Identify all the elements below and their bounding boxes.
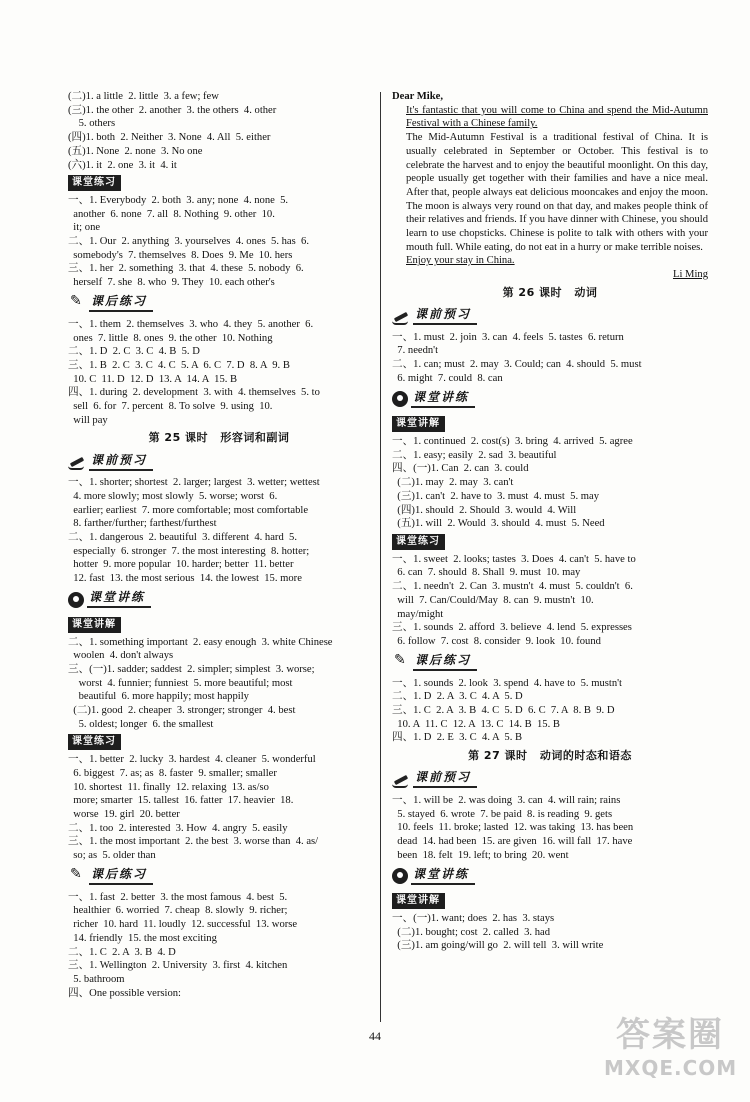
answer-line: (六)1. it 2. one 3. it 4. it [68, 159, 177, 171]
answer-line: 6. follow 7. cost 8. consider 9. look 10. found [392, 635, 601, 647]
label-classroom-lecture: 课堂讲解 [68, 617, 121, 633]
banner-after-class [392, 652, 708, 674]
banner-preview [392, 769, 708, 791]
banner-label: 课后练习 [89, 868, 153, 885]
answer-line: (五)1. None 2. none 3. No one [68, 145, 203, 157]
answer-line: 5. bathroom [68, 973, 125, 985]
label-classroom-practice: 课堂练习 [68, 175, 121, 191]
answer-line: 6. biggest 7. as; as 8. faster 9. smaller; smaller [68, 767, 277, 779]
section-number: 第 27 课时 [468, 749, 528, 763]
answer-line: (二)1. a little 2. little 3. a few; few [68, 91, 219, 102]
answer-line: 一、1. continued 2. cost(s) 3. bring 4. arrived 5. agree [392, 436, 633, 448]
letter-opening: It's fantastic that you will come to China and spend the Mid-Autumn Festival with a Chinese family. [406, 104, 708, 130]
answer-line: dead 14. had been 15. are given 16. will fall 17. have [392, 835, 633, 847]
watermark-logo [604, 1014, 736, 1094]
answer-line: 二、1. too 2. interested 3. How 4. angry 5. easily [68, 822, 288, 834]
answer-line: 7. needn't [392, 345, 439, 357]
answer-line: woolen 4. don't always [68, 650, 174, 662]
section-number: 第 26 课时 [502, 285, 563, 299]
banner-label: 课前预习 [413, 308, 477, 325]
after-class-answers [68, 891, 370, 1001]
answer-line: somebody's 7. themselves 8. Does 9. Me 10. hers [68, 249, 293, 261]
watermark-line2: MXQE.COM [604, 1056, 738, 1080]
lecture-answers [392, 435, 708, 531]
banner-label: 课堂讲练 [411, 868, 475, 885]
answer-line: (五)1. will 2. Would 3. should 4. must 5. Need [392, 518, 605, 530]
answer-line: 10. C 11. D 12. D 13. A 14. A 15. B [68, 373, 238, 385]
pencil-icon [392, 309, 410, 325]
answer-line: 一、1. better 2. lucky 3. hardest 4. cleaner 5. wonderful [68, 754, 316, 766]
bulb-icon [392, 868, 408, 884]
after-class-answers [392, 677, 708, 746]
answer-line: 二、1. easy; easily 2. sad 3. beautiful [392, 449, 557, 461]
banner-after-class [68, 293, 370, 315]
top-answers [68, 90, 370, 172]
answer-line: 12. fast 13. the most serious 14. the lowest 15. more [68, 573, 302, 585]
answer-line: 四、One possible version: [68, 987, 181, 999]
answer-line: 一、1. shorter; shortest 2. larger; largest 3. wetter; wettest [68, 477, 320, 489]
section-number: 第 25 课时 [148, 431, 209, 445]
preview-answers [392, 794, 708, 863]
classroom-practice-answers [68, 194, 370, 290]
pen-icon [68, 869, 86, 885]
answer-line: (四)1. both 2. Neither 3. None 4. All 5. either [68, 132, 271, 144]
answer-line: 一、(一)1. want; does 2. has 3. stays [392, 913, 555, 925]
answer-line: healthier 6. worried 7. cheap 8. slowly 9. richer; [68, 905, 288, 917]
section-name: 动词 [574, 285, 598, 299]
banner-lecture-practice [68, 589, 370, 611]
answer-line: 10. feels 11. broke; lasted 12. was taking 13. has been [392, 822, 634, 834]
left-column [68, 90, 370, 1000]
answer-line: (二)1. bought; cost 2. called 3. had [392, 926, 550, 938]
section-title-26 [392, 286, 708, 300]
answer-line: may/might [392, 608, 444, 620]
answer-line: (三)1. am going/will go 2. will tell 3. will write [392, 940, 604, 952]
answer-line: hotter 9. more popular 10. harder; better 11. better [68, 559, 294, 571]
classroom-practice-answers [392, 553, 708, 649]
banner-label: 课堂讲练 [411, 391, 475, 408]
banner-preview [68, 451, 370, 473]
answer-line: 四、1. during 2. development 3. with 4. themselves 5. to [68, 387, 320, 399]
answer-line: 一、1. them 2. themselves 3. who 4. they 5. another 6. [68, 318, 314, 330]
answer-line: 5. stayed 6. wrote 7. be paid 8. is reading 9. gets [392, 808, 613, 820]
lecture-answers [68, 636, 370, 732]
answer-line: ones 7. little 8. ones 9. the other 10. Nothing [68, 332, 273, 344]
answer-line: 10. shortest 11. finally 12. relaxing 13. as/so [68, 781, 269, 793]
label-classroom-practice: 课堂练习 [68, 734, 121, 750]
answer-line: will pay [68, 414, 108, 426]
answer-line: 二、1. dangerous 2. beautiful 3. different 4. hard 5. [68, 531, 297, 543]
letter-body: The Mid-Autumn Festival is a traditional festival of China. It is usually celebrated in September or October. This festival is to celebrate the harvest and to enjoy the beautiful moonlight. On this day, people usually get together with their families and have a nice meal. After that, people always eat delicious mooncakes and enjoy the moon. The moon is always very round on that day, and makes people think of their relatives and friends. If you have dinner with Chinese, you should learn to use chopsticks. Chinese is polite to talk with others with your mouth full. While eating, do not eat in a hurry or make terrible noises. [406, 132, 708, 253]
letter-greeting: Dear Mike, [392, 91, 443, 102]
banner-lecture-practice [392, 388, 708, 410]
answer-line: been 18. felt 19. left; to bring 20. went [392, 849, 569, 861]
label-classroom-practice: 课堂练习 [392, 534, 445, 550]
answer-line: so; as 5. older than [68, 850, 156, 862]
answer-line: it; one [68, 222, 101, 234]
answer-line: 一、1. will be 2. was doing 3. can 4. will rain; rains [392, 794, 621, 806]
letter-signature: Li Ming [672, 269, 708, 281]
answer-line: 四、1. D 2. E 3. C 4. A 5. B [392, 732, 523, 744]
answer-line: 三、1. C 2. A 3. B 4. C 5. D 6. C 7. A 8. B 9. D [392, 705, 615, 717]
answer-line: 8. farther/further; farthest/furthest [68, 518, 217, 530]
bulb-icon [68, 592, 84, 608]
pen-icon [392, 655, 410, 671]
answer-line: 二、1. C 2. A 3. B 4. D [68, 946, 176, 958]
classroom-practice-answers [68, 753, 370, 863]
answer-line: 一、1. must 2. join 3. can 4. feels 5. tastes 6. return [392, 331, 624, 343]
banner-label: 课前预习 [89, 454, 153, 471]
answer-line: 二、1. D 2. A 3. C 4. A 5. D [392, 691, 523, 703]
letter-closing: Enjoy your stay in China. [406, 255, 515, 267]
answer-line: 14. friendly 15. the most exciting [68, 932, 217, 944]
answer-line: 一、1. Everybody 2. both 3. any; none 4. none 5. [68, 194, 289, 206]
label-classroom-lecture: 课堂讲解 [392, 893, 445, 909]
answer-line: (三)1. the other 2. another 3. the others 4. other [68, 104, 277, 116]
answer-line: 三、1. Wellington 2. University 3. first 4. kitchen [68, 960, 288, 972]
banner-preview [392, 306, 708, 328]
lecture-answers [392, 912, 708, 953]
banner-label: 课后练习 [89, 295, 153, 312]
pen-icon [68, 296, 86, 312]
answer-line: another 6. none 7. all 8. Nothing 9. other 10. [68, 208, 275, 220]
answer-line: beautiful 6. more happily; most happily [68, 691, 249, 703]
answer-line: herself 7. she 8. who 9. They 10. each other's [68, 277, 275, 289]
answer-line: will 7. Can/Could/May 8. can 9. mustn't 10. [392, 594, 594, 606]
section-title-27 [392, 749, 708, 763]
answer-line: 6. can 7. should 8. Shall 9. must 10. may [392, 567, 581, 579]
bulb-icon [392, 391, 408, 407]
answer-line: richer 10. hard 11. loudly 12. successful 13. worse [68, 919, 298, 931]
banner-lecture-practice [392, 865, 708, 887]
after-class-answers [68, 318, 370, 428]
answer-line: 二、1. can; must 2. may 3. Could; can 4. should 5. must [392, 358, 642, 370]
label-classroom-lecture: 课堂讲解 [392, 416, 445, 432]
answer-line: 5. others [68, 118, 116, 130]
answer-line: 二、1. something important 2. easy enough 3. white Chinese [68, 636, 333, 648]
right-column [392, 90, 708, 953]
preview-answers [392, 331, 708, 386]
pencil-icon [392, 772, 410, 788]
answer-line: worse 19. girl 20. better [68, 808, 180, 820]
answer-line: 二、1. needn't 2. Can 3. mustn't 4. must 5. couldn't 6. [392, 581, 633, 593]
answer-line: 一、1. fast 2. better 3. the most famous 4. best 5. [68, 891, 288, 903]
answer-line: 5. oldest; longer 6. the smallest [68, 718, 214, 730]
page-number: 44 [369, 1029, 381, 1043]
section-name: 动词的时态和语态 [539, 749, 632, 763]
answer-line: 三、1. B 2. C 3. C 4. C 5. A 6. C 7. D 8. A 9. B [68, 359, 290, 371]
answer-line: 三、(一)1. sadder; saddest 2. simpler; simplest 3. worse; [68, 663, 315, 675]
answer-line: sell 6. for 7. percent 8. To solve 9. using 10. [68, 401, 273, 413]
section-title-25 [68, 431, 370, 445]
section-name: 形容词和副词 [220, 431, 290, 445]
answer-line: 一、1. sweet 2. looks; tastes 3. Does 4. can't 5. have to [392, 553, 636, 565]
answer-line: 二、1. D 2. C 3. C 4. B 5. D [68, 346, 200, 358]
banner-label: 课前预习 [413, 771, 477, 788]
answer-line: 二、1. Our 2. anything 3. yourselves 4. ones 5. has 6. [68, 236, 309, 248]
banner-label: 课后练习 [413, 654, 477, 671]
answer-line: more; smarter 15. tallest 16. fatter 17. heavier 18. [68, 795, 294, 807]
answer-line: (四)1. should 2. Should 3. would 4. Will [392, 504, 577, 516]
answer-line: 三、1. sounds 2. afford 3. believe 4. lend 5. expresses [392, 622, 632, 634]
answer-line: 四、(一)1. Can 2. can 3. could [392, 463, 529, 475]
answer-line: 三、1. her 2. something 3. that 4. these 5. nobody 6. [68, 263, 304, 275]
answer-line: 10. A 11. C 12. A 13. C 14. B 15. B [392, 718, 560, 730]
preview-answers [68, 476, 370, 586]
answer-line: (三)1. can't 2. have to 3. must 4. must 5. may [392, 490, 599, 502]
answer-line: 6. might 7. could 8. can [392, 372, 503, 384]
pencil-icon [68, 454, 86, 470]
answer-line: 4. more slowly; most slowly 5. worse; worst 6. [68, 490, 278, 502]
banner-label: 课堂讲练 [87, 591, 151, 608]
answer-line: especially 6. stronger 7. the most interesting 8. hotter; [68, 545, 310, 557]
answer-line: 三、1. the most important 2. the best 3. worse than 4. as/ [68, 836, 319, 848]
answer-line: 一、1. sounds 2. look 3. spend 4. have to 5. mustn't [392, 677, 622, 689]
answer-line: earlier; earliest 7. more comfortable; most comfortable [68, 504, 309, 516]
answer-line: (二)1. good 2. cheaper 3. stronger; stronger 4. best [68, 705, 296, 717]
banner-after-class [68, 866, 370, 888]
column-divider [380, 92, 381, 1022]
answer-line: worst 4. funnier; funniest 5. more beautiful; most [68, 677, 293, 689]
watermark-line1: 答案圈 [616, 1015, 724, 1055]
answer-line: (二)1. may 2. may 3. can't [392, 477, 514, 489]
